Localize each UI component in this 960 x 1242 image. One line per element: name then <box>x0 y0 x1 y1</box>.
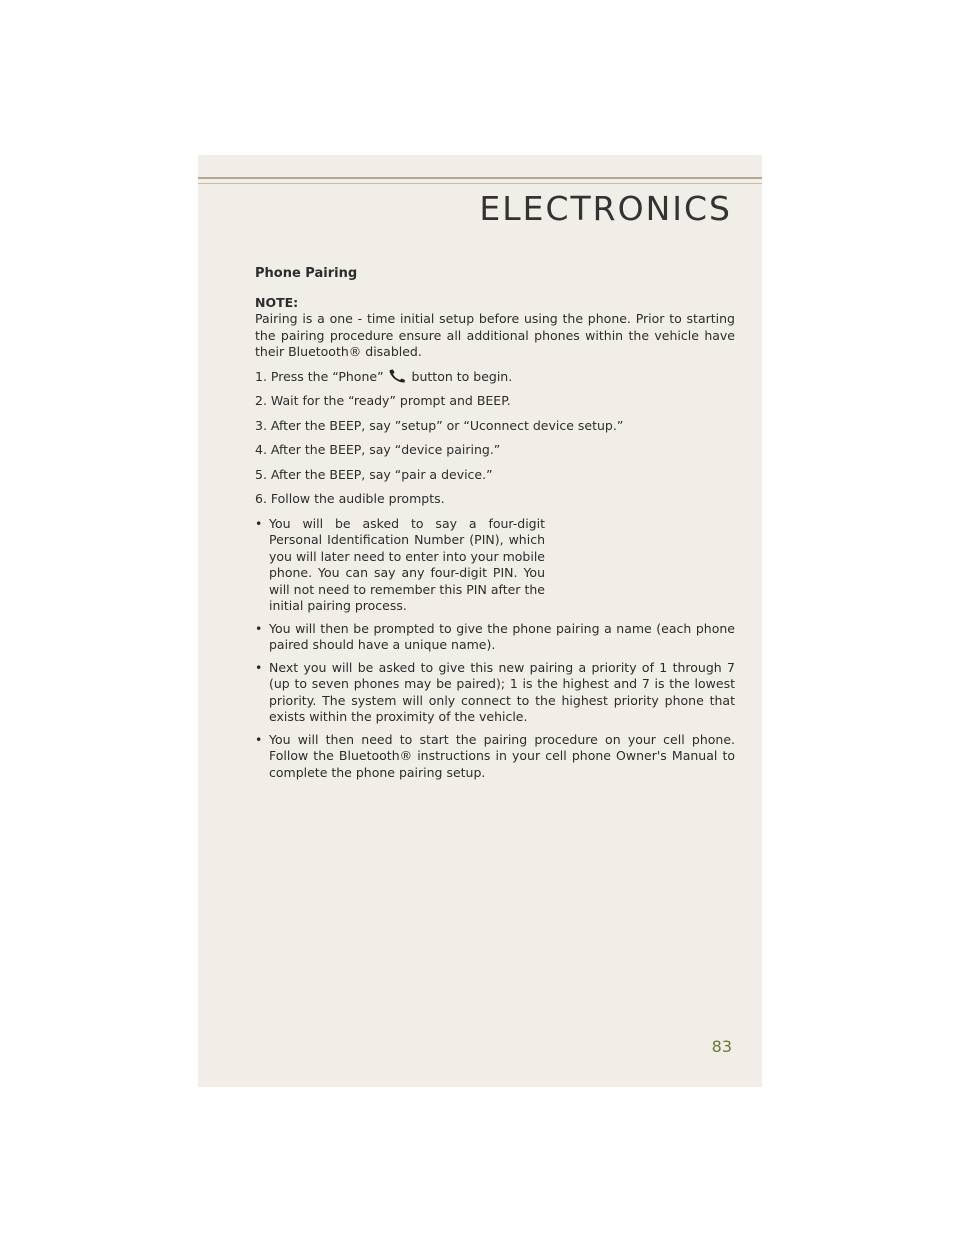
step-item: 2. Wait for the “ready” prompt and BEEP. <box>255 393 511 408</box>
step-item: 4. After the BEEP, say “device pairing.” <box>255 442 501 457</box>
bullet-item: • You will then need to start the pairing procedure on your cell phone. Follow the Bluetooth® instructions in your cell phone Owner's Manual to complete the phone pairing setup. <box>255 732 735 782</box>
header-rule-thin <box>198 183 762 184</box>
page-number: 83 <box>711 1037 732 1056</box>
header-rule <box>198 177 762 179</box>
manual-page <box>198 155 762 1087</box>
note-text: Pairing is a one - time initial setup before using the phone. Prior to starting the pairing procedure ensure all additional phones within the vehicle have their Bluetooth® disabled. <box>255 311 735 359</box>
bullet-list <box>255 516 735 782</box>
steps-list <box>255 369 735 508</box>
step1-text-before: 1. Press the “Phone” <box>255 368 384 384</box>
phone-icon <box>388 369 406 383</box>
step-item: 6. Follow the audible prompts. <box>255 491 445 506</box>
step1-text-after: button to begin. <box>411 368 513 384</box>
note-label: NOTE: <box>255 294 299 310</box>
step-item: 3. After the BEEP, say ”setup” or “Uconnect device setup.” <box>255 417 624 433</box>
section-title: ELECTRONICS <box>479 189 732 228</box>
step-item: 5. After the BEEP, say “pair a device.” <box>255 466 493 482</box>
bullet-item: • You will be asked to say a four-digit Personal Identification Number (PIN), which you will later need to enter into your mobile phone. You can say any four-digit PIN. You will not need to remember this PIN after the initial pairing process. <box>255 516 545 615</box>
section-heading: Phone Pairing <box>255 266 358 281</box>
content <box>255 266 735 787</box>
bullet-item: • Next you will be asked to give this new pairing a priority of 1 through 7 (up to seven phones may be paired); 1 is the highest and 7 is the lowest priority. The system will only connect to the highest priority phone that exists within the proximity of the vehicle. <box>255 660 735 726</box>
step-item <box>255 369 735 386</box>
bullet-item: • You will then be prompted to give the phone pairing a name (each phone paired should have a unique name). <box>255 621 735 654</box>
